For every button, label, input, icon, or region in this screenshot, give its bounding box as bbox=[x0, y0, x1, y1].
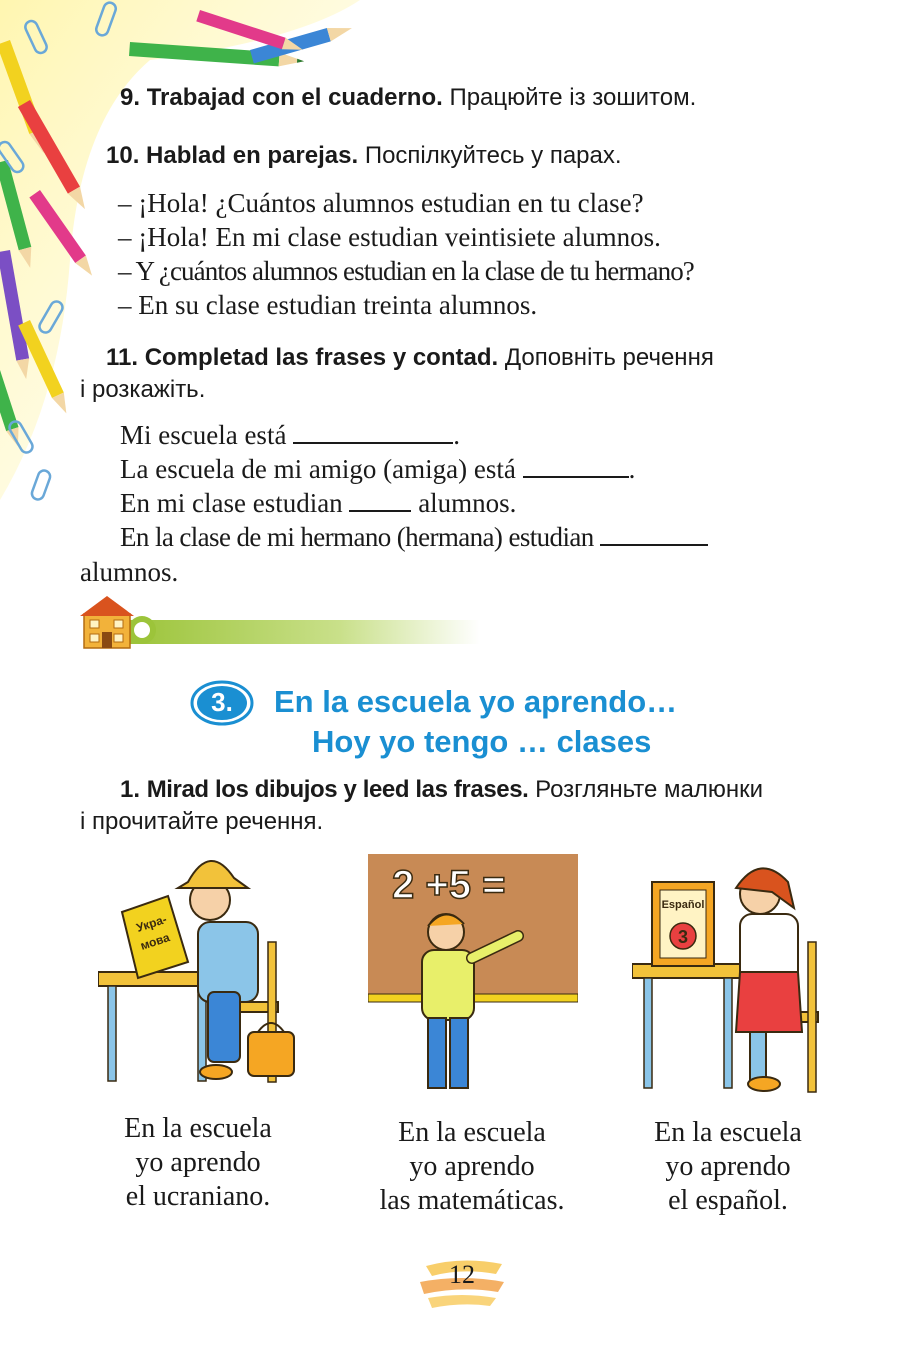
sentence-4-text: En la clase de mi hermano (hermana) estudian bbox=[120, 522, 594, 552]
dialog-line: – ¡Hola! ¿Cuántos alumnos estudian en tu clase? bbox=[118, 188, 644, 218]
book-number: 3 bbox=[677, 927, 689, 947]
chalkboard-text: 2 +5 = bbox=[392, 863, 506, 907]
caption-line: el ucraniano. bbox=[125, 1181, 271, 1212]
sentence-1-end: . bbox=[453, 420, 460, 450]
lesson-number-badge bbox=[190, 680, 254, 726]
caption-line: En la escuela bbox=[654, 1117, 802, 1148]
lesson-title-line-2: Hoy yo tengo … clases bbox=[312, 724, 652, 759]
page-number-area bbox=[412, 1252, 512, 1312]
dialog-line: – En su clase estudian treinta alumnos. bbox=[118, 290, 538, 320]
exercise-11 bbox=[106, 344, 714, 372]
blank-line[interactable] bbox=[523, 454, 629, 478]
picture-ukrainian bbox=[98, 852, 298, 1092]
book-text: Укра- bbox=[134, 911, 169, 935]
lesson-number: 3. bbox=[211, 687, 233, 717]
exercise-9-translation: Працюйте із зошитом. bbox=[449, 84, 697, 111]
sentence-4 bbox=[120, 520, 708, 554]
sentence-3-text: En mi clase estudian bbox=[120, 488, 343, 518]
exercise-10-translation: Поспілкуйтесь у парах. bbox=[364, 142, 622, 169]
blank-line[interactable] bbox=[349, 488, 411, 512]
exercise-9-number: 9. bbox=[120, 84, 141, 111]
sentence-1-text: Mi escuela está bbox=[120, 420, 287, 450]
exercise-1-translation: Розгляньте малюнки bbox=[535, 776, 764, 803]
sentence-4-end: alumnos. bbox=[80, 557, 179, 587]
sentence-1 bbox=[120, 418, 460, 452]
exercise-1-title: Mirad los dibujos y leed las frases. bbox=[146, 776, 529, 803]
sentence-2-text: La escuela de mi amigo (amiga) está bbox=[120, 454, 516, 484]
exercise-10-title: Hablad en parejas. bbox=[146, 142, 359, 169]
exercise-11-number: 11. bbox=[106, 344, 139, 371]
picture-mathematics bbox=[368, 854, 578, 1096]
dialog bbox=[118, 186, 694, 322]
sentence-3 bbox=[120, 486, 516, 520]
blank-line[interactable] bbox=[600, 522, 708, 546]
exercise-9 bbox=[120, 84, 696, 112]
caption-mathematics bbox=[352, 1116, 592, 1218]
exercise-1-translation-cont: і прочитайте речення. bbox=[80, 808, 324, 835]
caption-line: yo aprendo bbox=[135, 1147, 261, 1178]
page-number: 12 bbox=[449, 1260, 475, 1289]
exercise-11-translation-cont: і розкажіть. bbox=[80, 376, 206, 403]
caption-line: el español. bbox=[668, 1185, 788, 1216]
book-text: Español bbox=[661, 899, 705, 911]
lesson-title-line-1: En la escuela yo aprendo… bbox=[274, 684, 678, 719]
caption-ukrainian bbox=[98, 1112, 298, 1214]
exercise-10 bbox=[106, 142, 622, 170]
dialog-line: – ¡Hola! En mi clase estudian veintisiete alumnos. bbox=[118, 222, 661, 252]
blank-line[interactable] bbox=[293, 420, 453, 444]
caption-line: yo aprendo bbox=[665, 1151, 791, 1182]
dialog-line: – Y ¿cuántos alumnos estudian en la clase de tu hermano? bbox=[118, 256, 694, 286]
sentence-2 bbox=[120, 452, 635, 486]
caption-spanish bbox=[628, 1116, 828, 1218]
exercise-10-number: 10. bbox=[106, 142, 140, 169]
caption-line: En la escuela bbox=[398, 1117, 546, 1148]
exercise-11-title: Completad las frases y contad. bbox=[144, 344, 499, 371]
exercise-9-title: Trabajad con el cuaderno. bbox=[146, 84, 443, 111]
book-text: мова bbox=[138, 930, 172, 953]
sentence-3-end: alumnos. bbox=[418, 488, 517, 518]
exercise-1-number: 1. bbox=[120, 776, 141, 803]
caption-line: yo aprendo bbox=[409, 1151, 535, 1182]
picture-spanish bbox=[632, 852, 828, 1096]
section-divider bbox=[80, 592, 480, 652]
exercise-11-translation: Доповніть речення bbox=[504, 344, 714, 371]
sentence-2-end: . bbox=[628, 454, 636, 484]
house-icon bbox=[80, 596, 134, 648]
caption-line: las matemáticas. bbox=[379, 1185, 565, 1216]
caption-line: En la escuela bbox=[124, 1113, 272, 1144]
exercise-1 bbox=[120, 776, 763, 804]
